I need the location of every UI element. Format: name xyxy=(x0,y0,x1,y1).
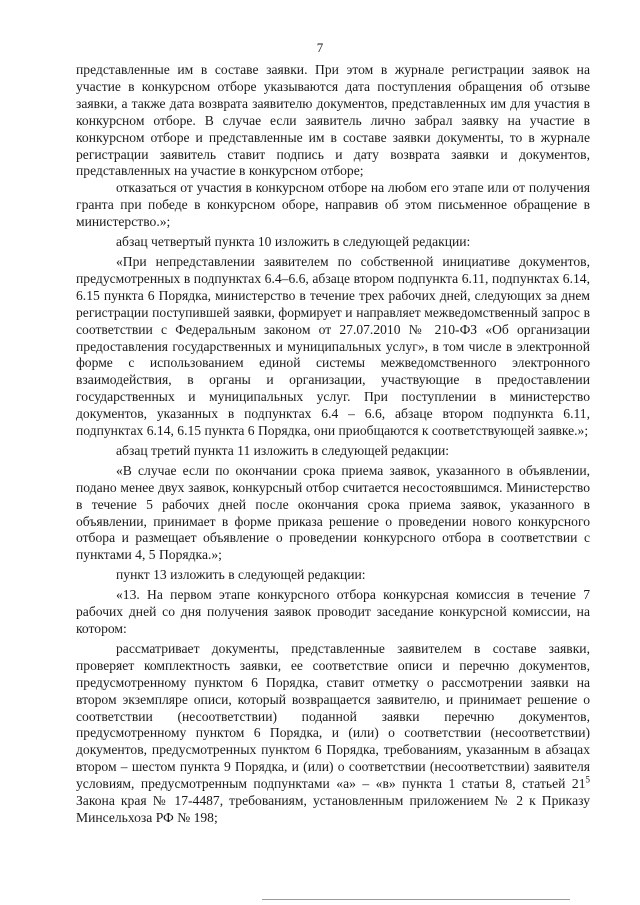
paragraph: «13. На первом этапе конкурсного отбора конкурсная комиссия в течение 7 рабочих дней со дня получения заявок проводит заседание конкурсной комиссии, на котором: xyxy=(76,587,590,636)
document-body xyxy=(76,62,590,827)
paragraph xyxy=(76,641,590,827)
paragraph: абзац четвертый пункта 10 изложить в следующей редакции: xyxy=(116,234,471,250)
paragraph-text: Закона края № 17-4487, требованиям, установленным приложением № 2 к Приказу Минсельхоза РФ № 198; xyxy=(76,793,590,825)
paragraph: отказаться от участия в конкурсном отборе на любом его этапе или от получения гранта при победе в конкурсном оборе, направив об этом письменное обращение в министерство.»; xyxy=(76,180,590,230)
paragraph: абзац третий пункта 11 изложить в следующей редакции: xyxy=(116,442,450,458)
page-number: 7 xyxy=(316,40,324,55)
paragraph: «При непредставлении заявителем по собственной инициативе документов, предусмотренных в подпунктах 6.4–6.6, абзаце втором подпункта 6.11, подпунктах 6.14, 6.15 пункта 6 Порядка, министерство в течение трех рабочих дней, следующих за днем регистрации поступившей заявки, формирует и направляет межведомственный запрос в соответствии с Федеральным законом от 27.07.2010 № 210-ФЗ «Об организации предоставления государственных и муниципальных услуг», в том числе в электронной форме с использованием единой системы межведомственного электронного взаимодействия, в органы и организации, участвующие в предоставлении государственных и муниципальных услуг. При поступлении в министерство документов, указанных в подпунктах 6.4 – 6.6, абзаце втором подпункта 6.11, подпунктах 6.14, 6.15 пункта 6 Порядка, они приобщаются к соответствующей заявке.»; xyxy=(76,253,590,439)
paragraph: представленные им в составе заявки. При этом в журнале регистрации заявок на участие в конкурсном отборе указываются дата поступления обращения об отзыве заявки, а также дата возврата заявителю документов, представленных им для участия в конкурсном отборе. В случае если заявитель лично забрал заявку на участие в конкурсном отборе и представленные им в составе заявки документы, то в журнале регистрации заявитель ставит подпись и дату возврата заявки и документов, представленных на участие в конкурсном отборе; xyxy=(76,62,590,179)
footer-divider xyxy=(262,899,570,900)
paragraph: «В случае если по окончании срока приема заявок, указанного в объявлении, подано менее двух заявок, конкурсный отбор считается несостоявшимся. Министерство в течение 5 рабочих дней после окончания срока приема заявок, указанного в объявлении, принимает в форме приказа решение о проведении нового конкурсного отбора и размещает объявление о проведении конкурсного отбора в соответствии с пунктами 4, 5 Порядка.»; xyxy=(76,462,590,563)
paragraph-text: рассматривает документы, представленные заявителем в составе заявки, проверяет комплектность заявки, ее соответствие описи и перечню документов, предусмотренному пунктом 6 Порядка, ставит отметку о рассмотрении заявки на втором экземпляре описи, который возвращается заявителю, и принимает решение о соответствии (несоответствии) поданной заявки перечню документов, предусмотренному пунктом 6 Порядка, и (или) о соответствии (несоответствии) документов, предусмотренных пунктом 6 Порядка, требованиям, указанным в абзацах втором – шестом пункта 9 Порядка, и (или) о соответствии (несоответствии) заявителя условиям, предусмотренным подпунктами «а» – «в» пункта 1 статьи 8, статьей 21 xyxy=(76,640,590,792)
superscript: 5 xyxy=(585,774,590,785)
paragraph: пункт 13 изложить в следующей редакции: xyxy=(116,567,366,583)
